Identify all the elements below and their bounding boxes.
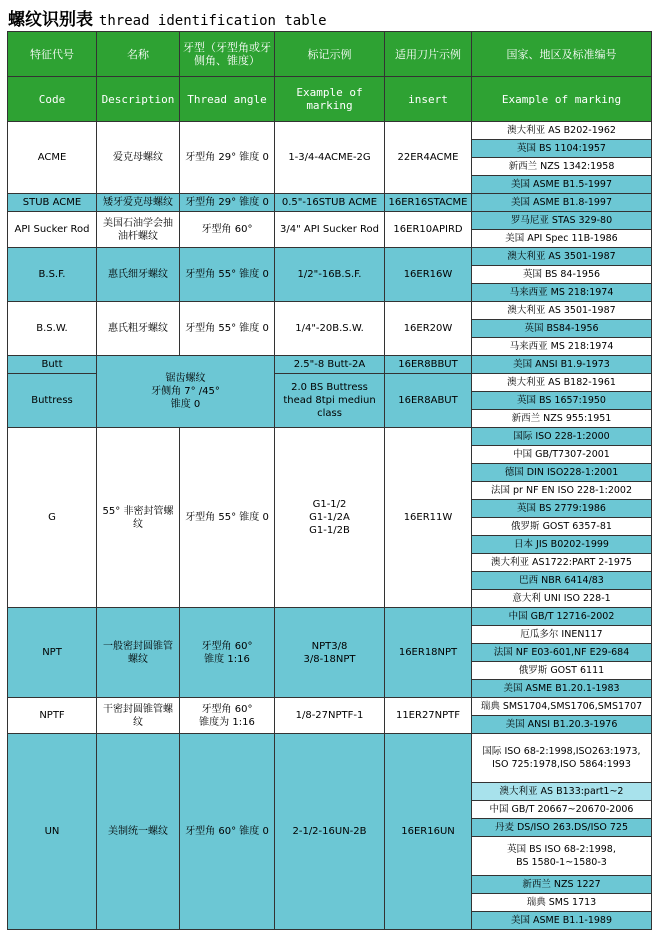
marking-cell: 2.5"-8 Butt-2A — [275, 356, 385, 374]
header-description: Description — [97, 77, 180, 122]
name-line: 锯齿螺纹 — [165, 373, 206, 384]
insert-cell: 22ER4ACME — [385, 122, 472, 194]
insert-cell: 16ER10APIRD — [385, 212, 472, 248]
marking-cell: 1-3/4-4ACME-2G — [275, 122, 385, 194]
standard-cell: 马来西亚 MS 218:1974 — [472, 338, 652, 356]
standard-cell: 日本 JIS B0202-1999 — [472, 536, 652, 554]
standard-line: ISO 725:1978,ISO 5864:1993 — [492, 759, 631, 770]
name-cell: 55° 非密封管螺纹 — [97, 428, 180, 608]
name-line: 牙侧角 7° /45° — [151, 386, 220, 397]
standard-line: BS 1580-1~1580-3 — [516, 857, 607, 868]
marking-cell: 1/8-27NPTF-1 — [275, 698, 385, 734]
code-cell: G — [8, 428, 97, 608]
code-cell: NPTF — [8, 698, 97, 734]
angle-cell: 牙型角 29° 锥度 0 — [180, 122, 275, 194]
insert-cell: 11ER27NPTF — [385, 698, 472, 734]
marking-line: G1-1/2 — [312, 499, 347, 510]
standard-cell: 英国 BS 84-1956 — [472, 266, 652, 284]
angle-cell: 牙型角 55° 锥度 0 — [180, 248, 275, 302]
standard-cell: 澳大利亚 AS 3501-1987 — [472, 302, 652, 320]
header-thread-angle: Thread angle — [180, 77, 275, 122]
standard-cell: 美国 ASME B1.20.1-1983 — [472, 680, 652, 698]
marking-cell: 2.0 BS Buttress thead 8tpi mediun class — [275, 374, 385, 428]
angle-line: 锥度为 1:16 — [199, 716, 255, 728]
standard-cell: 国际 ISO 228-1:2000 — [472, 428, 652, 446]
standard-line: 英国 BS ISO 68-2:1998, — [507, 844, 616, 855]
name-cell: 矮牙爱克母螺纹 — [97, 194, 180, 212]
header-row-en — [8, 77, 652, 122]
angle-cell — [180, 698, 275, 734]
code-cell: STUB ACME — [8, 194, 97, 212]
header-example-marking-2: Example of marking — [472, 77, 652, 122]
header-name: 名称 — [97, 32, 180, 77]
insert-cell: 16ER20W — [385, 302, 472, 356]
insert-cell: 16ER18NPT — [385, 608, 472, 698]
table-row — [8, 734, 652, 783]
marking-cell: 2-1/2-16UN-2B — [275, 734, 385, 930]
name-cell — [97, 356, 275, 428]
code-cell: B.S.W. — [8, 302, 97, 356]
table-row — [8, 212, 652, 230]
header-marking: 标记示例 — [275, 32, 385, 77]
standard-cell: 美国 ASME B1.8-1997 — [472, 194, 652, 212]
standard-cell: 德国 DIN ISO228-1:2001 — [472, 464, 652, 482]
header-thread-type: 牙型（牙型角或牙侧角、锥度） — [180, 32, 275, 77]
standard-cell: 法国 NF E03-601,NF E29-684 — [472, 644, 652, 662]
standard-cell: 英国 BS 2779:1986 — [472, 500, 652, 518]
page-title — [8, 5, 327, 30]
standard-cell: 英国 BS84-1956 — [472, 320, 652, 338]
standard-cell: 美国 ASME B1.1-1989 — [472, 912, 652, 930]
code-cell: UN — [8, 734, 97, 930]
table-row — [8, 428, 652, 446]
angle-cell: 牙型角 60° 锥度 0 — [180, 734, 275, 930]
standard-cell: 中国 GB/T 20667~20670-2006 — [472, 801, 652, 819]
name-cell: 美国石油学会抽油杆螺纹 — [97, 212, 180, 248]
standard-cell: 澳大利亚 AS1722:PART 2-1975 — [472, 554, 652, 572]
marking-cell: 0.5"-16STUB ACME — [275, 194, 385, 212]
standard-cell: 中国 GB/T 12716-2002 — [472, 608, 652, 626]
code-cell: B.S.F. — [8, 248, 97, 302]
angle-line: 牙型角 60° — [201, 640, 253, 652]
angle-cell: 牙型角 29° 锥度 0 — [180, 194, 275, 212]
standard-cell: 厄瓜多尔 INEN117 — [472, 626, 652, 644]
name-line: 锥度 0 — [170, 399, 201, 410]
standard-cell — [472, 734, 652, 783]
standard-cell — [472, 837, 652, 876]
header-feature-code: 特征代号 — [8, 32, 97, 77]
name-cell: 惠氏细牙螺纹 — [97, 248, 180, 302]
marking-cell — [275, 608, 385, 698]
marking-line: G1-1/2A — [309, 512, 350, 523]
title-cn: 螺纹识别表 — [8, 10, 93, 30]
header-insert-en: insert — [385, 77, 472, 122]
marking-line: NPT3/8 — [311, 640, 348, 652]
standard-cell: 新西兰 NZS 1342:1958 — [472, 158, 652, 176]
standard-cell: 澳大利亚 AS B182-1961 — [472, 374, 652, 392]
standard-cell: 瑞典 SMS1704,SMS1706,SMS1707 — [472, 698, 652, 716]
standard-cell: 巴西 NBR 6414/83 — [472, 572, 652, 590]
table-row — [8, 302, 652, 320]
table-row — [8, 356, 652, 374]
header-insert: 适用刀片示例 — [385, 32, 472, 77]
standard-cell: 瑞典 SMS 1713 — [472, 894, 652, 912]
marking-line: G1-1/2B — [309, 525, 350, 536]
standard-cell: 美国 ANSI B1.20.3-1976 — [472, 716, 652, 734]
angle-cell: 牙型角 55° 锥度 0 — [180, 428, 275, 608]
code-cell: ACME — [8, 122, 97, 194]
header-code: Code — [8, 77, 97, 122]
angle-line: 牙型角 60° — [201, 703, 253, 715]
standard-cell: 美国 ANSI B1.9-1973 — [472, 356, 652, 374]
table-row — [8, 698, 652, 716]
standard-cell: 美国 API Spec 11B-1986 — [472, 230, 652, 248]
standard-cell: 俄罗斯 GOST 6357-81 — [472, 518, 652, 536]
thread-table — [7, 31, 652, 930]
angle-cell: 牙型角 55° 锥度 0 — [180, 302, 275, 356]
code-cell: NPT — [8, 608, 97, 698]
header-standard: 国家、地区及标准编号 — [472, 32, 652, 77]
standard-cell: 澳大利亚 AS B133:part1~2 — [472, 783, 652, 801]
marking-cell: 1/2"-16B.S.F. — [275, 248, 385, 302]
angle-cell: 牙型角 60° — [180, 212, 275, 248]
standard-cell: 英国 BS 1104:1957 — [472, 140, 652, 158]
insert-cell: 16ER8ABUT — [385, 374, 472, 428]
standard-cell: 法国 pr NF EN ISO 228-1:2002 — [472, 482, 652, 500]
header-example-marking: Example of marking — [275, 77, 385, 122]
header-row-cn — [8, 32, 652, 77]
marking-line: 3/8-18NPT — [303, 653, 356, 665]
code-cell: API Sucker Rod — [8, 212, 97, 248]
standard-cell: 英国 BS 1657:1950 — [472, 392, 652, 410]
standard-cell: 马来西亚 MS 218:1974 — [472, 284, 652, 302]
table-row — [8, 608, 652, 626]
insert-cell: 16ER16UN — [385, 734, 472, 930]
angle-line: 锥度 1:16 — [204, 653, 250, 665]
name-cell: 一般密封圆锥管螺纹 — [97, 608, 180, 698]
insert-cell: 16ER11W — [385, 428, 472, 608]
standard-cell: 俄罗斯 GOST 6111 — [472, 662, 652, 680]
standard-cell: 美国 ASME B1.5-1997 — [472, 176, 652, 194]
standard-line: 国际 ISO 68-2:1998,ISO263:1973, — [482, 746, 641, 757]
marking-cell: 1/4"-20B.S.W. — [275, 302, 385, 356]
standard-cell: 罗马尼亚 STAS 329-80 — [472, 212, 652, 230]
standard-cell: 丹麦 DS/ISO 263.DS/ISO 725 — [472, 819, 652, 837]
insert-cell: 16ER16W — [385, 248, 472, 302]
code-cell: Buttress — [8, 374, 97, 428]
standard-cell: 中国 GB/T7307-2001 — [472, 446, 652, 464]
standard-cell: 新西兰 NZS 955:1951 — [472, 410, 652, 428]
standard-cell: 意大利 UNI ISO 228-1 — [472, 590, 652, 608]
standard-cell: 澳大利亚 AS 3501-1987 — [472, 248, 652, 266]
marking-cell: 3/4" API Sucker Rod — [275, 212, 385, 248]
name-cell: 爱克母螺纹 — [97, 122, 180, 194]
insert-cell: 16ER8BBUT — [385, 356, 472, 374]
standard-cell: 澳大利亚 AS B202-1962 — [472, 122, 652, 140]
standard-cell: 新西兰 NZS 1227 — [472, 876, 652, 894]
title-en: thread identification table — [98, 13, 327, 29]
table-row — [8, 122, 652, 140]
name-cell: 惠氏粗牙螺纹 — [97, 302, 180, 356]
marking-cell — [275, 428, 385, 608]
name-cell: 美制统一螺纹 — [97, 734, 180, 930]
code-cell: Butt — [8, 356, 97, 374]
angle-cell — [180, 608, 275, 698]
table-row — [8, 248, 652, 266]
insert-cell: 16ER16STACME — [385, 194, 472, 212]
name-cell: 干密封圆锥管螺纹 — [97, 698, 180, 734]
table-row — [8, 194, 652, 212]
